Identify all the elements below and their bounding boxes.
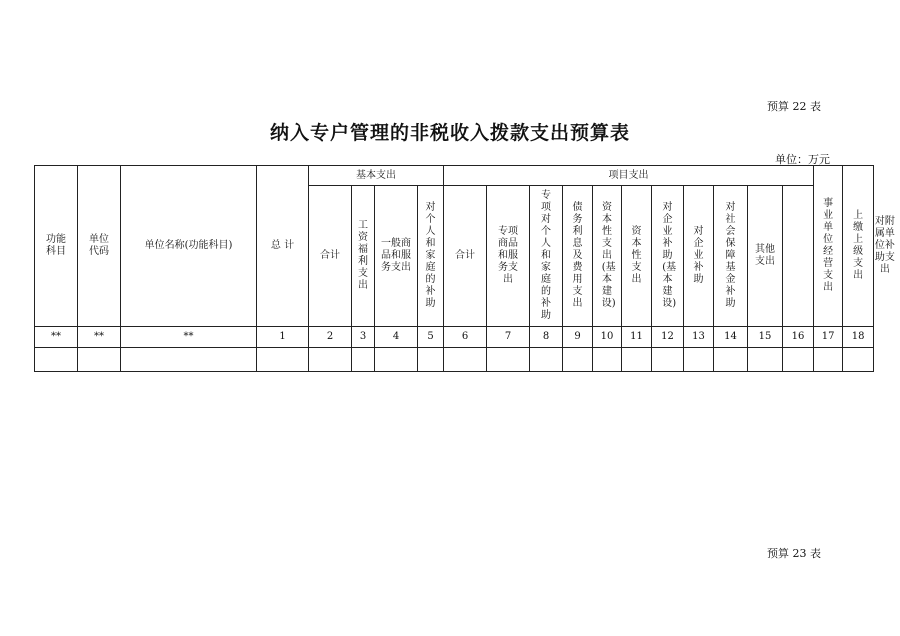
header-project-subtotal: 合计	[444, 186, 487, 327]
empty-cell	[783, 348, 814, 372]
header-total: 总 计	[257, 166, 309, 327]
header-row-groups: 功能科目 单位代码 单位名称(功能科目) 总 计 基本支出 项目支出 事业单位经营支出 上缴上级支出 对附属单位补助支出	[35, 166, 874, 186]
empty-cell	[530, 348, 563, 372]
index-cell: **	[121, 327, 257, 348]
unit-label: 单位：万元	[775, 153, 830, 166]
table-reference-bottom: 预算 23 表	[767, 547, 821, 560]
index-cell: 8	[530, 327, 563, 348]
empty-cell	[418, 348, 444, 372]
index-cell: 17	[814, 327, 843, 348]
index-cell: 16	[783, 327, 814, 348]
header-business-operation: 事业单位经营支出	[814, 166, 843, 327]
empty-cell	[487, 348, 530, 372]
index-cell: 4	[375, 327, 418, 348]
empty-cell	[375, 348, 418, 372]
empty-data-row	[35, 348, 874, 372]
header-basic-subtotal: 合计	[309, 186, 352, 327]
index-cell: 5	[418, 327, 444, 348]
index-cell: 2	[309, 327, 352, 348]
header-basic-wages: 工资福利支出	[352, 186, 375, 327]
header-project-capital-construction: 资本性支出(基本建设)	[593, 186, 622, 327]
empty-cell	[622, 348, 652, 372]
header-project-capital: 资本性支出	[622, 186, 652, 327]
header-upper-payment: 上缴上级支出	[843, 166, 874, 327]
empty-cell	[814, 348, 843, 372]
index-cell: 15	[748, 327, 783, 348]
column-index-row	[35, 327, 874, 348]
index-cell: 11	[622, 327, 652, 348]
index-cell: 9	[563, 327, 593, 348]
header-unit-name: 单位名称(功能科目)	[121, 166, 257, 327]
index-cell: **	[35, 327, 78, 348]
empty-cell	[748, 348, 783, 372]
page-title: 纳入专户管理的非税收入拨款支出预算表	[269, 122, 630, 144]
empty-cell	[78, 348, 121, 372]
header-project-personal-subsidy: 专项对个人和家庭的补助	[530, 186, 563, 327]
budget-table	[34, 165, 895, 372]
empty-cell	[444, 348, 487, 372]
header-basic-goods-services: 一般商品和服务支出	[375, 186, 418, 327]
header-project-social-security: 对社会保障基金补助	[714, 186, 748, 327]
empty-cell	[714, 348, 748, 372]
index-cell: 1	[257, 327, 309, 348]
empty-cell	[652, 348, 684, 372]
header-project-enterprise-subsidy: 对企业补助	[684, 186, 714, 327]
index-cell: 12	[652, 327, 684, 348]
index-cell: 10	[593, 327, 622, 348]
index-cell: 14	[714, 327, 748, 348]
index-cell: 18	[843, 327, 874, 348]
index-cell: 6	[444, 327, 487, 348]
empty-cell	[843, 348, 874, 372]
header-unit-code: 单位代码	[78, 166, 121, 327]
header-project-enterprise-construction: 对企业补助(基本建设)	[652, 186, 684, 327]
header-project-goods-services: 专项商品和服务支出	[487, 186, 530, 327]
header-basic-expenditure: 基本支出	[309, 166, 444, 186]
header-project-expenditure: 项目支出	[444, 166, 814, 186]
index-cell: 7	[487, 327, 530, 348]
index-cell: 3	[352, 327, 375, 348]
table-reference-top: 预算 22 表	[767, 100, 821, 113]
header-basic-personal-subsidy: 对个人和家庭的补助	[418, 186, 444, 327]
empty-cell	[257, 348, 309, 372]
empty-cell	[35, 348, 78, 372]
index-cell: **	[78, 327, 121, 348]
header-project-other: 其他支出	[748, 186, 783, 327]
empty-cell	[309, 348, 352, 372]
empty-cell	[684, 348, 714, 372]
header-project-debt-interest: 债务利息及费用支出	[563, 186, 593, 327]
empty-cell	[121, 348, 257, 372]
empty-cell	[563, 348, 593, 372]
header-func-subject: 功能科目	[35, 166, 78, 327]
empty-cell	[352, 348, 375, 372]
index-cell: 13	[684, 327, 714, 348]
empty-cell	[593, 348, 622, 372]
